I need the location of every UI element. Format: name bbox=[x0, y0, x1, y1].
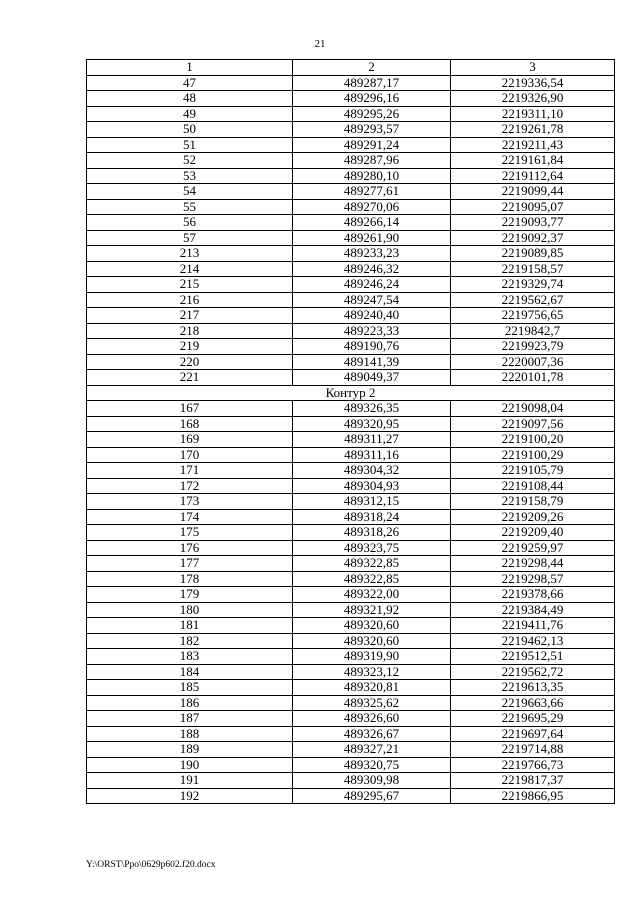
cell-point-number: 219 bbox=[87, 339, 293, 355]
cell-y-coordinate: 2219098,04 bbox=[451, 401, 615, 417]
cell-point-number: 172 bbox=[87, 478, 293, 494]
cell-y-coordinate: 2219866,95 bbox=[451, 788, 615, 804]
cell-x-coordinate: 489327,21 bbox=[293, 742, 451, 758]
cell-point-number: 214 bbox=[87, 261, 293, 277]
table-row bbox=[87, 571, 615, 587]
cell-x-coordinate: 489322,85 bbox=[293, 556, 451, 572]
cell-y-coordinate: 2219209,40 bbox=[451, 525, 615, 541]
cell-y-coordinate: 2219100,20 bbox=[451, 432, 615, 448]
cell-y-coordinate: 2219378,66 bbox=[451, 587, 615, 603]
table-row bbox=[87, 494, 615, 510]
cell-y-coordinate: 2219326,90 bbox=[451, 91, 615, 107]
table-row bbox=[87, 742, 615, 758]
table-row bbox=[87, 633, 615, 649]
table-row bbox=[87, 447, 615, 463]
cell-point-number: 221 bbox=[87, 370, 293, 386]
table-row bbox=[87, 773, 615, 789]
cell-point-number: 188 bbox=[87, 726, 293, 742]
cell-point-number: 216 bbox=[87, 292, 293, 308]
cell-point-number: 51 bbox=[87, 137, 293, 153]
cell-y-coordinate: 2219108,44 bbox=[451, 478, 615, 494]
cell-point-number: 180 bbox=[87, 602, 293, 618]
cell-y-coordinate: 2219411,76 bbox=[451, 618, 615, 634]
cell-point-number: 181 bbox=[87, 618, 293, 634]
cell-y-coordinate: 2219923,79 bbox=[451, 339, 615, 355]
cell-y-coordinate: 2219695,29 bbox=[451, 711, 615, 727]
cell-point-number: 49 bbox=[87, 106, 293, 122]
cell-x-coordinate: 489246,32 bbox=[293, 261, 451, 277]
cell-y-coordinate: 2219329,74 bbox=[451, 277, 615, 293]
page-number: 21 bbox=[314, 38, 326, 50]
cell-point-number: 55 bbox=[87, 199, 293, 215]
table-row bbox=[87, 463, 615, 479]
cell-x-coordinate: 489326,35 bbox=[293, 401, 451, 417]
cell-point-number: 52 bbox=[87, 153, 293, 169]
table-row bbox=[87, 540, 615, 556]
cell-x-coordinate: 489223,33 bbox=[293, 323, 451, 339]
cell-point-number: 186 bbox=[87, 695, 293, 711]
table-row bbox=[87, 277, 615, 293]
coordinates-table bbox=[86, 59, 615, 804]
cell-y-coordinate: 2220101,78 bbox=[451, 370, 615, 386]
cell-y-coordinate: 2219089,85 bbox=[451, 246, 615, 262]
table-row bbox=[87, 168, 615, 184]
table-row bbox=[87, 664, 615, 680]
section-header-row bbox=[87, 385, 615, 401]
cell-x-coordinate: 489323,75 bbox=[293, 540, 451, 556]
table-row bbox=[87, 509, 615, 525]
section-title: Контур 2 bbox=[87, 385, 615, 401]
cell-x-coordinate: 489309,98 bbox=[293, 773, 451, 789]
cell-y-coordinate: 2219093,77 bbox=[451, 215, 615, 231]
table-row bbox=[87, 416, 615, 432]
cell-x-coordinate: 489261,90 bbox=[293, 230, 451, 246]
cell-x-coordinate: 489190,76 bbox=[293, 339, 451, 355]
column-header-x: 2 bbox=[293, 60, 451, 76]
table-row bbox=[87, 184, 615, 200]
cell-x-coordinate: 489270,06 bbox=[293, 199, 451, 215]
cell-point-number: 48 bbox=[87, 91, 293, 107]
cell-point-number: 213 bbox=[87, 246, 293, 262]
cell-point-number: 176 bbox=[87, 540, 293, 556]
cell-point-number: 167 bbox=[87, 401, 293, 417]
cell-y-coordinate: 2219298,57 bbox=[451, 571, 615, 587]
cell-x-coordinate: 489247,54 bbox=[293, 292, 451, 308]
table-row bbox=[87, 618, 615, 634]
cell-y-coordinate: 2219092,37 bbox=[451, 230, 615, 246]
cell-y-coordinate: 2219462,13 bbox=[451, 633, 615, 649]
cell-x-coordinate: 489311,27 bbox=[293, 432, 451, 448]
cell-y-coordinate: 2219158,57 bbox=[451, 261, 615, 277]
table-row bbox=[87, 91, 615, 107]
table-row bbox=[87, 478, 615, 494]
cell-y-coordinate: 2219261,78 bbox=[451, 122, 615, 138]
table-row bbox=[87, 137, 615, 153]
cell-point-number: 182 bbox=[87, 633, 293, 649]
cell-y-coordinate: 2219161,84 bbox=[451, 153, 615, 169]
table-row bbox=[87, 587, 615, 603]
table-row bbox=[87, 339, 615, 355]
table-row bbox=[87, 788, 615, 804]
cell-x-coordinate: 489233,23 bbox=[293, 246, 451, 262]
cell-point-number: 57 bbox=[87, 230, 293, 246]
cell-x-coordinate: 489325,62 bbox=[293, 695, 451, 711]
cell-x-coordinate: 489311,16 bbox=[293, 447, 451, 463]
column-header-y: 3 bbox=[451, 60, 615, 76]
cell-point-number: 175 bbox=[87, 525, 293, 541]
cell-x-coordinate: 489291,24 bbox=[293, 137, 451, 153]
cell-x-coordinate: 489318,24 bbox=[293, 509, 451, 525]
table-row bbox=[87, 122, 615, 138]
cell-point-number: 187 bbox=[87, 711, 293, 727]
cell-y-coordinate: 2219259,97 bbox=[451, 540, 615, 556]
cell-point-number: 185 bbox=[87, 680, 293, 696]
cell-point-number: 173 bbox=[87, 494, 293, 510]
table-row bbox=[87, 75, 615, 91]
table-row bbox=[87, 323, 615, 339]
table-row bbox=[87, 153, 615, 169]
table-row bbox=[87, 680, 615, 696]
cell-x-coordinate: 489141,39 bbox=[293, 354, 451, 370]
cell-x-coordinate: 489312,15 bbox=[293, 494, 451, 510]
table-body bbox=[87, 75, 615, 804]
cell-y-coordinate: 2219211,43 bbox=[451, 137, 615, 153]
cell-y-coordinate: 2219097,56 bbox=[451, 416, 615, 432]
cell-point-number: 177 bbox=[87, 556, 293, 572]
cell-point-number: 50 bbox=[87, 122, 293, 138]
cell-x-coordinate: 489320,81 bbox=[293, 680, 451, 696]
cell-point-number: 190 bbox=[87, 757, 293, 773]
cell-x-coordinate: 489240,40 bbox=[293, 308, 451, 324]
cell-point-number: 56 bbox=[87, 215, 293, 231]
cell-point-number: 192 bbox=[87, 788, 293, 804]
cell-point-number: 53 bbox=[87, 168, 293, 184]
cell-point-number: 171 bbox=[87, 463, 293, 479]
cell-x-coordinate: 489319,90 bbox=[293, 649, 451, 665]
cell-x-coordinate: 489326,60 bbox=[293, 711, 451, 727]
cell-x-coordinate: 489287,96 bbox=[293, 153, 451, 169]
cell-x-coordinate: 489318,26 bbox=[293, 525, 451, 541]
cell-x-coordinate: 489320,75 bbox=[293, 757, 451, 773]
cell-point-number: 179 bbox=[87, 587, 293, 603]
cell-point-number: 170 bbox=[87, 447, 293, 463]
cell-point-number: 183 bbox=[87, 649, 293, 665]
cell-y-coordinate: 2219756,65 bbox=[451, 308, 615, 324]
cell-y-coordinate: 2219095,07 bbox=[451, 199, 615, 215]
cell-y-coordinate: 2219697,64 bbox=[451, 726, 615, 742]
cell-point-number: 168 bbox=[87, 416, 293, 432]
cell-x-coordinate: 489326,67 bbox=[293, 726, 451, 742]
cell-y-coordinate: 2219384,49 bbox=[451, 602, 615, 618]
cell-point-number: 47 bbox=[87, 75, 293, 91]
table-row bbox=[87, 246, 615, 262]
cell-point-number: 169 bbox=[87, 432, 293, 448]
table-row bbox=[87, 726, 615, 742]
table-row bbox=[87, 370, 615, 386]
cell-x-coordinate: 489322,85 bbox=[293, 571, 451, 587]
table-row bbox=[87, 711, 615, 727]
cell-y-coordinate: 2220007,36 bbox=[451, 354, 615, 370]
cell-x-coordinate: 489049,37 bbox=[293, 370, 451, 386]
cell-x-coordinate: 489246,24 bbox=[293, 277, 451, 293]
cell-y-coordinate: 2219105,79 bbox=[451, 463, 615, 479]
cell-x-coordinate: 489280,10 bbox=[293, 168, 451, 184]
table-row bbox=[87, 401, 615, 417]
cell-point-number: 178 bbox=[87, 571, 293, 587]
cell-y-coordinate: 2219663,66 bbox=[451, 695, 615, 711]
cell-point-number: 215 bbox=[87, 277, 293, 293]
table-row bbox=[87, 292, 615, 308]
cell-x-coordinate: 489323,12 bbox=[293, 664, 451, 680]
cell-y-coordinate: 2219209,26 bbox=[451, 509, 615, 525]
cell-y-coordinate: 2219336,54 bbox=[451, 75, 615, 91]
cell-x-coordinate: 489295,67 bbox=[293, 788, 451, 804]
cell-y-coordinate: 2219714,88 bbox=[451, 742, 615, 758]
table-row bbox=[87, 695, 615, 711]
cell-y-coordinate: 2219311,10 bbox=[451, 106, 615, 122]
table-row bbox=[87, 215, 615, 231]
cell-x-coordinate: 489320,95 bbox=[293, 416, 451, 432]
cell-point-number: 191 bbox=[87, 773, 293, 789]
cell-x-coordinate: 489277,61 bbox=[293, 184, 451, 200]
table-row bbox=[87, 602, 615, 618]
cell-point-number: 184 bbox=[87, 664, 293, 680]
cell-x-coordinate: 489287,17 bbox=[293, 75, 451, 91]
cell-point-number: 220 bbox=[87, 354, 293, 370]
cell-x-coordinate: 489321,92 bbox=[293, 602, 451, 618]
cell-point-number: 174 bbox=[87, 509, 293, 525]
cell-y-coordinate: 2219842,7 bbox=[451, 323, 615, 339]
cell-x-coordinate: 489304,32 bbox=[293, 463, 451, 479]
cell-x-coordinate: 489293,57 bbox=[293, 122, 451, 138]
table-row bbox=[87, 354, 615, 370]
cell-y-coordinate: 2219766,73 bbox=[451, 757, 615, 773]
cell-y-coordinate: 2219562,72 bbox=[451, 664, 615, 680]
cell-point-number: 218 bbox=[87, 323, 293, 339]
cell-y-coordinate: 2219100,29 bbox=[451, 447, 615, 463]
cell-y-coordinate: 2219298,44 bbox=[451, 556, 615, 572]
cell-y-coordinate: 2219158,79 bbox=[451, 494, 615, 510]
cell-x-coordinate: 489320,60 bbox=[293, 633, 451, 649]
table-row bbox=[87, 556, 615, 572]
cell-y-coordinate: 2219099,44 bbox=[451, 184, 615, 200]
table-row bbox=[87, 199, 615, 215]
table-row bbox=[87, 230, 615, 246]
table-row bbox=[87, 757, 615, 773]
cell-point-number: 217 bbox=[87, 308, 293, 324]
table-row bbox=[87, 106, 615, 122]
table-row bbox=[87, 432, 615, 448]
cell-y-coordinate: 2219817,37 bbox=[451, 773, 615, 789]
table-row bbox=[87, 525, 615, 541]
cell-x-coordinate: 489295,26 bbox=[293, 106, 451, 122]
cell-x-coordinate: 489322,00 bbox=[293, 587, 451, 603]
table-row bbox=[87, 649, 615, 665]
footer-file-path: Y:\ORST\Ppo\0629p602.f20.docx bbox=[86, 860, 216, 870]
cell-x-coordinate: 489304,93 bbox=[293, 478, 451, 494]
cell-y-coordinate: 2219512,51 bbox=[451, 649, 615, 665]
cell-x-coordinate: 489266,14 bbox=[293, 215, 451, 231]
cell-y-coordinate: 2219613,35 bbox=[451, 680, 615, 696]
cell-x-coordinate: 489320,60 bbox=[293, 618, 451, 634]
cell-point-number: 54 bbox=[87, 184, 293, 200]
cell-x-coordinate: 489296,16 bbox=[293, 91, 451, 107]
column-header-point-number: 1 bbox=[87, 60, 293, 76]
cell-y-coordinate: 2219112,64 bbox=[451, 168, 615, 184]
table-row bbox=[87, 261, 615, 277]
cell-y-coordinate: 2219562,67 bbox=[451, 292, 615, 308]
table-row bbox=[87, 308, 615, 324]
cell-point-number: 189 bbox=[87, 742, 293, 758]
table-header-row bbox=[87, 60, 615, 76]
